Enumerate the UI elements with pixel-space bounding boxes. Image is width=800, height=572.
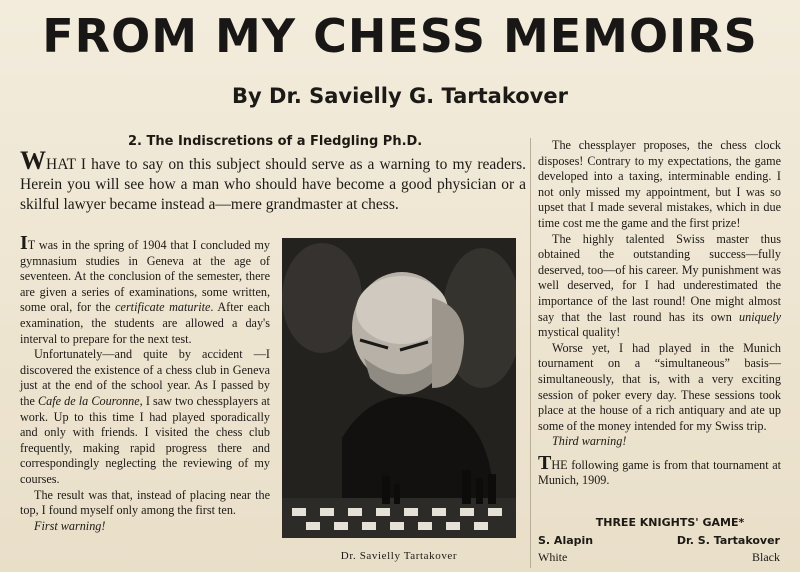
third-warning: Third warning!	[552, 434, 627, 449]
col3-paragraph-1: The chessplayer proposes, the chess clock disposes! Contrary to my expectations, the game developed into a taxing, interminable ending. I not only missed my appointment, but I was so upset that I made several mistakes, which in due time cost me the game and the first prize!	[538, 138, 781, 230]
intro-dropcap: W	[20, 146, 46, 175]
black-label: Black	[752, 550, 780, 564]
col1-p2-text-a: Unfortunately—and quite by accident —I discovered the existence of a chess club in Geneva just at the end of the school year. As I passed by the	[20, 347, 270, 408]
col3-p2-text-b: mystical quality!	[538, 325, 621, 340]
col1-p1-text-a: T was in the spring of 1904 that I concluded my gymnasium studies in Geneva at the age of seventeen. At the conclusion of the semester, there are given a series of examinations, some written, some oral, for the	[20, 238, 270, 315]
col1-p1-text-b: . After each examination, the students are allowed a day's interval to prepare for the next test.	[20, 300, 270, 346]
col3-paragraph-2	[538, 232, 781, 341]
column-divider	[530, 138, 531, 568]
intro-text: HAT I have to say on this subject should serve as a warning to my readers. Herein you will see how a man who should have become a good physician or a skilful lawyer became instead a—mere grandmaster at chess.	[20, 156, 526, 213]
col3-p2-italic: uniquely	[739, 309, 781, 324]
intro-paragraph	[20, 146, 526, 215]
col1-paragraph-1	[20, 232, 270, 347]
col3-paragraph-3: Worse yet, I had played in the Munich tournament on a “simultaneous” basis—simultaneously, that is, with a very exciting session of poker every day. These sessions took place at the house of a rich antiquary and ate up some of the money intended for my Swiss trip.	[538, 340, 781, 433]
first-warning: First warning!	[34, 518, 106, 533]
col1-p1-italic: certificate maturite	[115, 300, 211, 315]
page-title: FROM MY CHESS MEMOIRS	[42, 9, 758, 63]
game-title: THREE KNIGHTS' GAME*	[595, 516, 745, 529]
col3-p4-text: HE following game is from that tournament at Munich, 1909.	[538, 457, 781, 488]
black-player-name: Dr. S. Tartakover	[676, 534, 780, 547]
col1-paragraph-2	[20, 347, 270, 487]
photo-caption-text: Dr. Savielly Tartakover	[340, 550, 458, 562]
left-column	[20, 232, 270, 534]
col1-paragraph-3: The result was that, instead of placing near the top, I found myself only among the first ten.	[20, 487, 270, 518]
col3-p2-text-a: The highly talented Swiss master thus obtained the outstanding success—fully deserved, too—of his career. My punishment was well deserved, for I had underestimated the importance of the last round! One might almost say that the last round has its own	[538, 231, 781, 324]
col3-dropcap: T	[538, 451, 552, 474]
right-column	[538, 138, 781, 489]
col1-p2-text-b: , I saw two chessplayers at work. Up to this time I had played sporadically and only with friends. I visited the chess club frequently, making rapid progress there and correspondingly neglecting the reviewing of my courses.	[20, 393, 270, 486]
col3-paragraph-4	[538, 451, 781, 489]
byline: By Dr. Savielly G. Tartakover	[232, 84, 568, 108]
white-label: White	[538, 550, 568, 564]
photo-caption	[282, 550, 516, 562]
col1-dropcap: I	[20, 232, 28, 254]
section-heading: 2. The Indiscretions of a Fledgling Ph.D.	[128, 134, 423, 149]
col1-p2-italic: Cafe de la Couronne	[38, 393, 140, 408]
portrait-illustration	[282, 238, 516, 538]
portrait-photo	[282, 238, 516, 538]
white-player-name: S. Alapin	[538, 534, 594, 547]
